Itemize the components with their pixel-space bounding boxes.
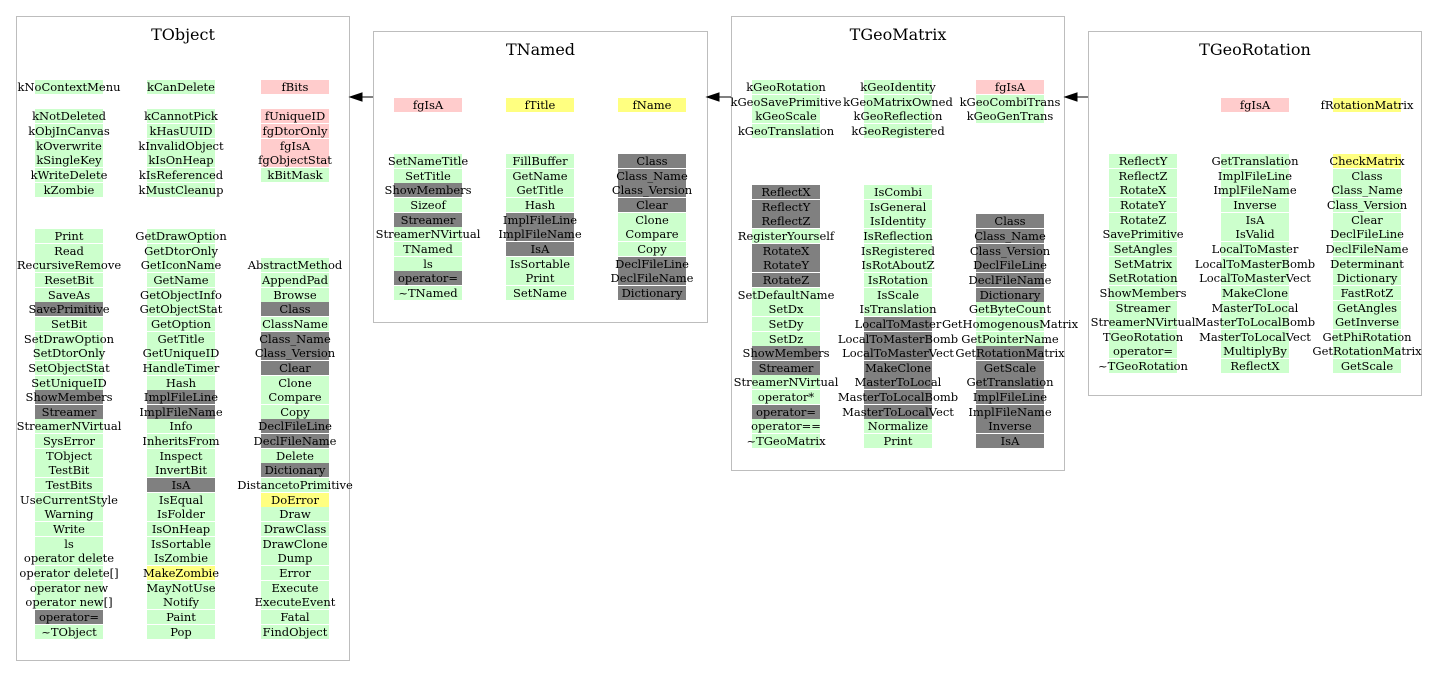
member-getscale: GetScale bbox=[976, 361, 1044, 375]
member-clear: Clear bbox=[261, 361, 329, 375]
member-invertbit: InvertBit bbox=[147, 463, 215, 477]
member-isvalid: IsValid bbox=[1221, 227, 1289, 241]
member-localtomasterbomb: LocalToMasterBomb bbox=[1194, 256, 1316, 271]
member-getinverse: GetInverse bbox=[1334, 315, 1400, 330]
member-resetbit: ResetBit bbox=[35, 273, 103, 287]
member-drawclone: DrawClone bbox=[262, 536, 328, 551]
member-class: Class bbox=[618, 154, 686, 168]
member-declfilename: DeclFileName bbox=[968, 272, 1052, 287]
member-operator-: operator* bbox=[752, 390, 820, 404]
member-makeclone: MakeClone bbox=[864, 360, 932, 375]
class-title: TObject bbox=[151, 25, 215, 44]
member-issortable: IsSortable bbox=[147, 537, 215, 551]
member-fgisa: fgIsA bbox=[976, 80, 1044, 94]
member-isrotaboutz: IsRotAboutZ bbox=[861, 258, 935, 273]
member-streamer: Streamer bbox=[394, 213, 462, 227]
member-setname: SetName bbox=[506, 286, 574, 300]
inheritance-arrow-tgeomatrix-tnamed bbox=[707, 93, 719, 101]
member-recursiveremove: RecursiveRemove bbox=[16, 258, 122, 273]
member-kcannotpick: kCannotPick bbox=[144, 109, 218, 124]
member-localtomastervect: LocalToMasterVect bbox=[1199, 271, 1311, 286]
member--tgeorotation: ~TGeoRotation bbox=[1098, 359, 1188, 374]
member-operator-: operator= bbox=[1109, 344, 1177, 358]
member-implfilename: ImplFileName bbox=[968, 404, 1052, 419]
member-isa: IsA bbox=[976, 434, 1044, 448]
member-isfolder: IsFolder bbox=[147, 507, 215, 521]
member-kgeoregistered: kGeoRegistered bbox=[851, 123, 945, 138]
member-isrotation: IsRotation bbox=[864, 273, 932, 287]
member-streamernvirtual: StreamerNVirtual bbox=[375, 227, 481, 242]
member-getname: GetName bbox=[147, 273, 215, 287]
member-clear: Clear bbox=[1333, 213, 1401, 227]
member-setmatrix: SetMatrix bbox=[1109, 257, 1177, 271]
member-setrotation: SetRotation bbox=[1108, 271, 1178, 286]
member-knotdeleted: kNotDeleted bbox=[32, 109, 106, 124]
member-kgeotranslation: kGeoTranslation bbox=[737, 123, 835, 138]
member-classname: ClassName bbox=[262, 316, 328, 331]
member-multiplyby: MultiplyBy bbox=[1221, 344, 1289, 358]
member-funiqueid: fUniqueID bbox=[261, 109, 329, 123]
member-isonheap: IsOnHeap bbox=[147, 522, 215, 536]
inheritance-arrow-tgeorotation-tgeomatrix bbox=[1065, 93, 1077, 101]
member-makezombie: MakeZombie bbox=[142, 565, 220, 580]
member-registeryourself: RegisterYourself bbox=[737, 228, 835, 243]
member-getbytecount: GetByteCount bbox=[968, 302, 1052, 317]
member-fastrotz: FastRotZ bbox=[1333, 286, 1401, 300]
member-class-version: Class_Version bbox=[254, 346, 336, 361]
member-iscombi: IsCombi bbox=[864, 185, 932, 199]
class-title: TGeoMatrix bbox=[849, 25, 947, 44]
member-isa: IsA bbox=[147, 478, 215, 492]
member-drawclass: DrawClass bbox=[261, 522, 329, 536]
member-determinant: Determinant bbox=[1330, 256, 1404, 271]
member-isscale: IsScale bbox=[864, 288, 932, 302]
member-declfileline: DeclFileLine bbox=[973, 258, 1047, 273]
member-settitle: SetTitle bbox=[394, 169, 462, 183]
member-kcandelete: kCanDelete bbox=[147, 80, 215, 94]
member-setdy: SetDy bbox=[752, 317, 820, 331]
member-dictionary: Dictionary bbox=[1333, 271, 1401, 285]
member-kgeomatrixowned: kGeoMatrixOwned bbox=[843, 94, 953, 109]
member-maynotuse: MayNotUse bbox=[146, 580, 216, 595]
member-kisonheap: kIsOnHeap bbox=[148, 153, 214, 168]
member-class: Class bbox=[976, 214, 1044, 228]
member-class: Class bbox=[1333, 169, 1401, 183]
member-localtomastervect: LocalToMasterVect bbox=[842, 346, 954, 361]
member-distancetoprimitive: DistancetoPrimitive bbox=[237, 478, 353, 493]
member-gettitle: GetTitle bbox=[506, 183, 574, 197]
member-class-name: Class_Name bbox=[259, 331, 331, 346]
member-kgeocombitrans: kGeoCombiTrans bbox=[959, 94, 1061, 109]
member-getobjectstat: GetObjectStat bbox=[139, 302, 223, 317]
member-warning: Warning bbox=[35, 507, 103, 521]
member-dictionary: Dictionary bbox=[976, 288, 1044, 302]
member-clear: Clear bbox=[618, 198, 686, 212]
member-kgeoscale: kGeoScale bbox=[752, 109, 820, 123]
member-error: Error bbox=[261, 566, 329, 580]
member-fgisa: fgIsA bbox=[394, 98, 462, 112]
member-getpointername: GetPointerName bbox=[961, 331, 1059, 346]
member-executeevent: ExecuteEvent bbox=[254, 595, 336, 610]
member-operator-: operator= bbox=[35, 610, 103, 624]
member-mastertolocal: MasterToLocal bbox=[1211, 300, 1299, 315]
member-showmembers: ShowMembers bbox=[384, 183, 472, 198]
member-sizeof: Sizeof bbox=[394, 198, 462, 212]
member-implfileline: ImplFileLine bbox=[143, 390, 219, 405]
member-class-version: Class_Version bbox=[969, 243, 1051, 258]
member-setdtoronly: SetDtorOnly bbox=[32, 346, 106, 361]
member-write: Write bbox=[35, 522, 103, 536]
member-fillbuffer: FillBuffer bbox=[506, 154, 574, 168]
member-findobject: FindObject bbox=[262, 624, 328, 639]
member-dictionary: Dictionary bbox=[618, 286, 686, 300]
member-frotationmatrix: fRotationMatrix bbox=[1320, 98, 1414, 112]
member-fname: fName bbox=[618, 98, 686, 112]
member-koverwrite: kOverwrite bbox=[36, 138, 102, 153]
member-setdx: SetDx bbox=[752, 302, 820, 316]
member-copy: Copy bbox=[261, 405, 329, 419]
member-operator-delete: operator delete bbox=[23, 551, 115, 566]
member-localtomasterbomb: LocalToMasterBomb bbox=[837, 331, 959, 346]
member-declfileline: DeclFileLine bbox=[258, 419, 332, 434]
member-getdtoronly: GetDtorOnly bbox=[144, 243, 218, 258]
member-reflectx: ReflectX bbox=[752, 185, 820, 199]
member-getobjectinfo: GetObjectInfo bbox=[140, 287, 222, 302]
member-istranslation: IsTranslation bbox=[859, 302, 937, 317]
member-rotatez: RotateZ bbox=[1109, 213, 1177, 227]
member-streamer: Streamer bbox=[35, 405, 103, 419]
member-rotatey: RotateY bbox=[1109, 198, 1177, 212]
member-getscale: GetScale bbox=[1333, 359, 1401, 373]
member-isidentity: IsIdentity bbox=[864, 214, 932, 228]
member-paint: Paint bbox=[147, 610, 215, 624]
member-fgisa: fgIsA bbox=[261, 139, 329, 153]
member-getphirotation: GetPhiRotation bbox=[1322, 329, 1412, 344]
member-compare: Compare bbox=[261, 390, 329, 404]
member-isa: IsA bbox=[506, 242, 574, 256]
member-ftitle: fTitle bbox=[506, 98, 574, 112]
member-getuniqueid: GetUniqueID bbox=[142, 346, 220, 361]
member-kgeoreflection: kGeoReflection bbox=[853, 109, 943, 124]
member-getoption: GetOption bbox=[147, 317, 215, 331]
member-class-name: Class_Name bbox=[1331, 183, 1403, 198]
member-class-version: Class_Version bbox=[611, 183, 693, 198]
member-inheritsfrom: InheritsFrom bbox=[142, 434, 220, 449]
member-geticonname: GetIconName bbox=[140, 258, 222, 273]
member-tobject: TObject bbox=[35, 449, 103, 463]
member-declfilename: DeclFileName bbox=[253, 434, 337, 449]
member-fgdtoronly: fgDtorOnly bbox=[262, 123, 328, 138]
member-saveas: SaveAs bbox=[35, 288, 103, 302]
member-setdefaultname: SetDefaultName bbox=[737, 287, 835, 302]
member-pop: Pop bbox=[147, 625, 215, 639]
member-kinvalidobject: kInvalidObject bbox=[138, 138, 224, 153]
class-title: TNamed bbox=[505, 40, 576, 59]
member-issortable: IsSortable bbox=[506, 257, 574, 271]
member-gethomogenousmatrix: GetHomogenousMatrix bbox=[941, 316, 1079, 331]
member-implfilename: ImplFileName bbox=[1213, 183, 1297, 198]
member-saveprimitive: SavePrimitive bbox=[28, 302, 110, 317]
member-class-name: Class_Name bbox=[616, 168, 688, 183]
member-showmembers: ShowMembers bbox=[1099, 285, 1187, 300]
member-gettranslation: GetTranslation bbox=[1211, 154, 1299, 168]
member-operator-new: operator new bbox=[29, 580, 109, 595]
member-implfileline: ImplFileLine bbox=[972, 390, 1048, 405]
member-kgeorotation: kGeoRotation bbox=[746, 80, 826, 94]
member-streamer: Streamer bbox=[752, 361, 820, 375]
member-fgobjectstat: fgObjectStat bbox=[258, 153, 332, 168]
member-implfileline: ImplFileLine bbox=[1217, 168, 1293, 183]
member-isreflection: IsReflection bbox=[863, 228, 933, 243]
inheritance-arrow-tnamed-tobject bbox=[350, 93, 362, 101]
member-fbits: fBits bbox=[261, 80, 329, 94]
member-ksinglekey: kSingleKey bbox=[36, 153, 102, 168]
member-declfileline: DeclFileLine bbox=[1330, 227, 1404, 242]
member-kwritedelete: kWriteDelete bbox=[30, 167, 108, 182]
member-inspect: Inspect bbox=[147, 449, 215, 463]
member-makeclone: MakeClone bbox=[1221, 285, 1289, 300]
member-iszombie: IsZombie bbox=[147, 551, 215, 565]
member-browse: Browse bbox=[261, 288, 329, 302]
member-setbit: SetBit bbox=[35, 317, 103, 331]
member-syserror: SysError bbox=[35, 434, 103, 448]
member-implfilename: ImplFileName bbox=[498, 227, 582, 242]
member-kzombie: kZombie bbox=[35, 183, 103, 197]
member-showmembers: ShowMembers bbox=[25, 390, 113, 405]
member-hash: Hash bbox=[506, 198, 574, 212]
member-gettranslation: GetTranslation bbox=[966, 375, 1054, 390]
member-mastertolocalbomb: MasterToLocalBomb bbox=[837, 390, 959, 405]
member-rotatez: RotateZ bbox=[752, 273, 820, 287]
member-getrotationmatrix: GetRotationMatrix bbox=[1312, 344, 1422, 359]
member-class-version: Class_Version bbox=[1326, 197, 1408, 212]
member-setnametitle: SetNameTitle bbox=[387, 154, 469, 168]
member--tobject: ~TObject bbox=[35, 625, 103, 639]
member-implfileline: ImplFileLine bbox=[502, 212, 578, 227]
member-localtomaster: LocalToMaster bbox=[1211, 241, 1299, 256]
member--tgeomatrix: ~TGeoMatrix bbox=[746, 434, 826, 449]
member-kgeogentrans: kGeoGenTrans bbox=[966, 109, 1054, 124]
member-declfileline: DeclFileLine bbox=[615, 256, 689, 271]
member-mastertolocalbomb: MasterToLocalBomb bbox=[1194, 315, 1316, 330]
member-ls: ls bbox=[35, 537, 103, 551]
member-class: Class bbox=[261, 302, 329, 316]
member-gettitle: GetTitle bbox=[147, 332, 215, 346]
member-getrotationmatrix: GetRotationMatrix bbox=[955, 346, 1065, 361]
member-handletimer: HandleTimer bbox=[142, 360, 220, 375]
member-isregistered: IsRegistered bbox=[861, 243, 935, 258]
member-streamernvirtual: StreamerNVirtual bbox=[16, 419, 122, 434]
member-abstractmethod: AbstractMethod bbox=[247, 258, 343, 273]
member-rotatex: RotateX bbox=[752, 244, 820, 258]
member-draw: Draw bbox=[261, 507, 329, 521]
member-clone: Clone bbox=[618, 213, 686, 227]
member-tnamed: TNamed bbox=[394, 242, 462, 256]
member-kisreferenced: kIsReferenced bbox=[138, 167, 224, 182]
member-rotatey: RotateY bbox=[752, 258, 820, 272]
member-kgeosaveprimitive: kGeoSavePrimitive bbox=[730, 94, 842, 109]
class-title: TGeoRotation bbox=[1199, 40, 1311, 59]
member-reflectz: ReflectZ bbox=[1109, 169, 1177, 183]
member-mastertolocalvect: MasterToLocalVect bbox=[842, 404, 954, 419]
member-print: Print bbox=[35, 229, 103, 243]
member-rotatex: RotateX bbox=[1109, 183, 1177, 197]
member-mastertolocal: MasterToLocal bbox=[854, 375, 942, 390]
member-setobjectstat: SetObjectStat bbox=[28, 360, 110, 375]
member-streamernvirtual: StreamerNVirtual bbox=[733, 375, 839, 390]
member-setdrawoption: SetDrawOption bbox=[23, 331, 115, 346]
member-print: Print bbox=[864, 434, 932, 448]
member-reflectx: ReflectX bbox=[1221, 359, 1289, 373]
member-kmustcleanup: kMustCleanup bbox=[138, 182, 224, 197]
member-hash: Hash bbox=[147, 376, 215, 390]
member-showmembers: ShowMembers bbox=[742, 346, 830, 361]
member--tnamed: ~TNamed bbox=[394, 286, 462, 300]
member-normalize: Normalize bbox=[864, 419, 932, 433]
member-kbitmask: kBitMask bbox=[261, 168, 329, 182]
member-reflectz: ReflectZ bbox=[752, 214, 820, 228]
member-khasuuid: kHasUUID bbox=[147, 124, 215, 138]
member-knocontextmenu: kNoContextMenu bbox=[17, 80, 121, 94]
member-declfilename: DeclFileName bbox=[610, 271, 694, 286]
member-usecurrentstyle: UseCurrentStyle bbox=[20, 492, 118, 507]
member-getname: GetName bbox=[506, 169, 574, 183]
member-dump: Dump bbox=[261, 551, 329, 565]
member-doerror: DoError bbox=[261, 493, 329, 507]
member-getdrawoption: GetDrawOption bbox=[135, 229, 227, 243]
member-setdz: SetDz bbox=[752, 332, 820, 346]
member-execute: Execute bbox=[261, 581, 329, 595]
member-checkmatrix: CheckMatrix bbox=[1329, 154, 1405, 168]
member-dictionary: Dictionary bbox=[261, 463, 329, 477]
member-isequal: IsEqual bbox=[147, 493, 215, 507]
member-reflecty: ReflectY bbox=[752, 200, 820, 214]
member-operator-: operator= bbox=[394, 271, 462, 285]
member-reflecty: ReflectY bbox=[1109, 154, 1177, 168]
member-operator-: operator= bbox=[752, 405, 820, 419]
member-setangles: SetAngles bbox=[1109, 242, 1177, 256]
member-ls: ls bbox=[394, 257, 462, 271]
member-tgeorotation: TGeoRotation bbox=[1102, 329, 1184, 344]
member-setuniqueid: SetUniqueID bbox=[31, 375, 107, 390]
member-localtomaster: LocalToMaster bbox=[854, 316, 942, 331]
member-streamer: Streamer bbox=[1109, 301, 1177, 315]
member-streamernvirtual: StreamerNVirtual bbox=[1090, 315, 1196, 330]
member-declfilename: DeclFileName bbox=[1325, 241, 1409, 256]
member-getangles: GetAngles bbox=[1333, 301, 1401, 315]
member-inverse: Inverse bbox=[976, 419, 1044, 433]
member-fatal: Fatal bbox=[261, 610, 329, 624]
member-info: Info bbox=[147, 419, 215, 433]
member-kgeoidentity: kGeoIdentity bbox=[860, 80, 936, 94]
member-read: Read bbox=[35, 244, 103, 258]
member-compare: Compare bbox=[618, 227, 686, 241]
member-delete: Delete bbox=[261, 449, 329, 463]
member-kobjincanvas: kObjInCanvas bbox=[28, 123, 110, 138]
member-appendpad: AppendPad bbox=[261, 272, 329, 287]
member-copy: Copy bbox=[618, 242, 686, 256]
member-isa: IsA bbox=[1221, 213, 1289, 227]
member-mastertolocalvect: MasterToLocalVect bbox=[1199, 329, 1311, 344]
member-notify: Notify bbox=[147, 595, 215, 609]
member-clone: Clone bbox=[261, 376, 329, 390]
member-operator-new-: operator new[] bbox=[25, 595, 113, 610]
member-inverse: Inverse bbox=[1221, 198, 1289, 212]
member-isgeneral: IsGeneral bbox=[864, 200, 932, 214]
member-testbit: TestBit bbox=[35, 463, 103, 477]
member-implfilename: ImplFileName bbox=[139, 404, 223, 419]
member-testbits: TestBits bbox=[35, 478, 103, 492]
member-fgisa: fgIsA bbox=[1221, 98, 1289, 112]
member-operator-: operator== bbox=[751, 419, 821, 434]
member-class-name: Class_Name bbox=[974, 228, 1046, 243]
member-operator-delete-: operator delete[] bbox=[19, 565, 119, 580]
member-print: Print bbox=[506, 271, 574, 285]
member-saveprimitive: SavePrimitive bbox=[1102, 227, 1184, 242]
